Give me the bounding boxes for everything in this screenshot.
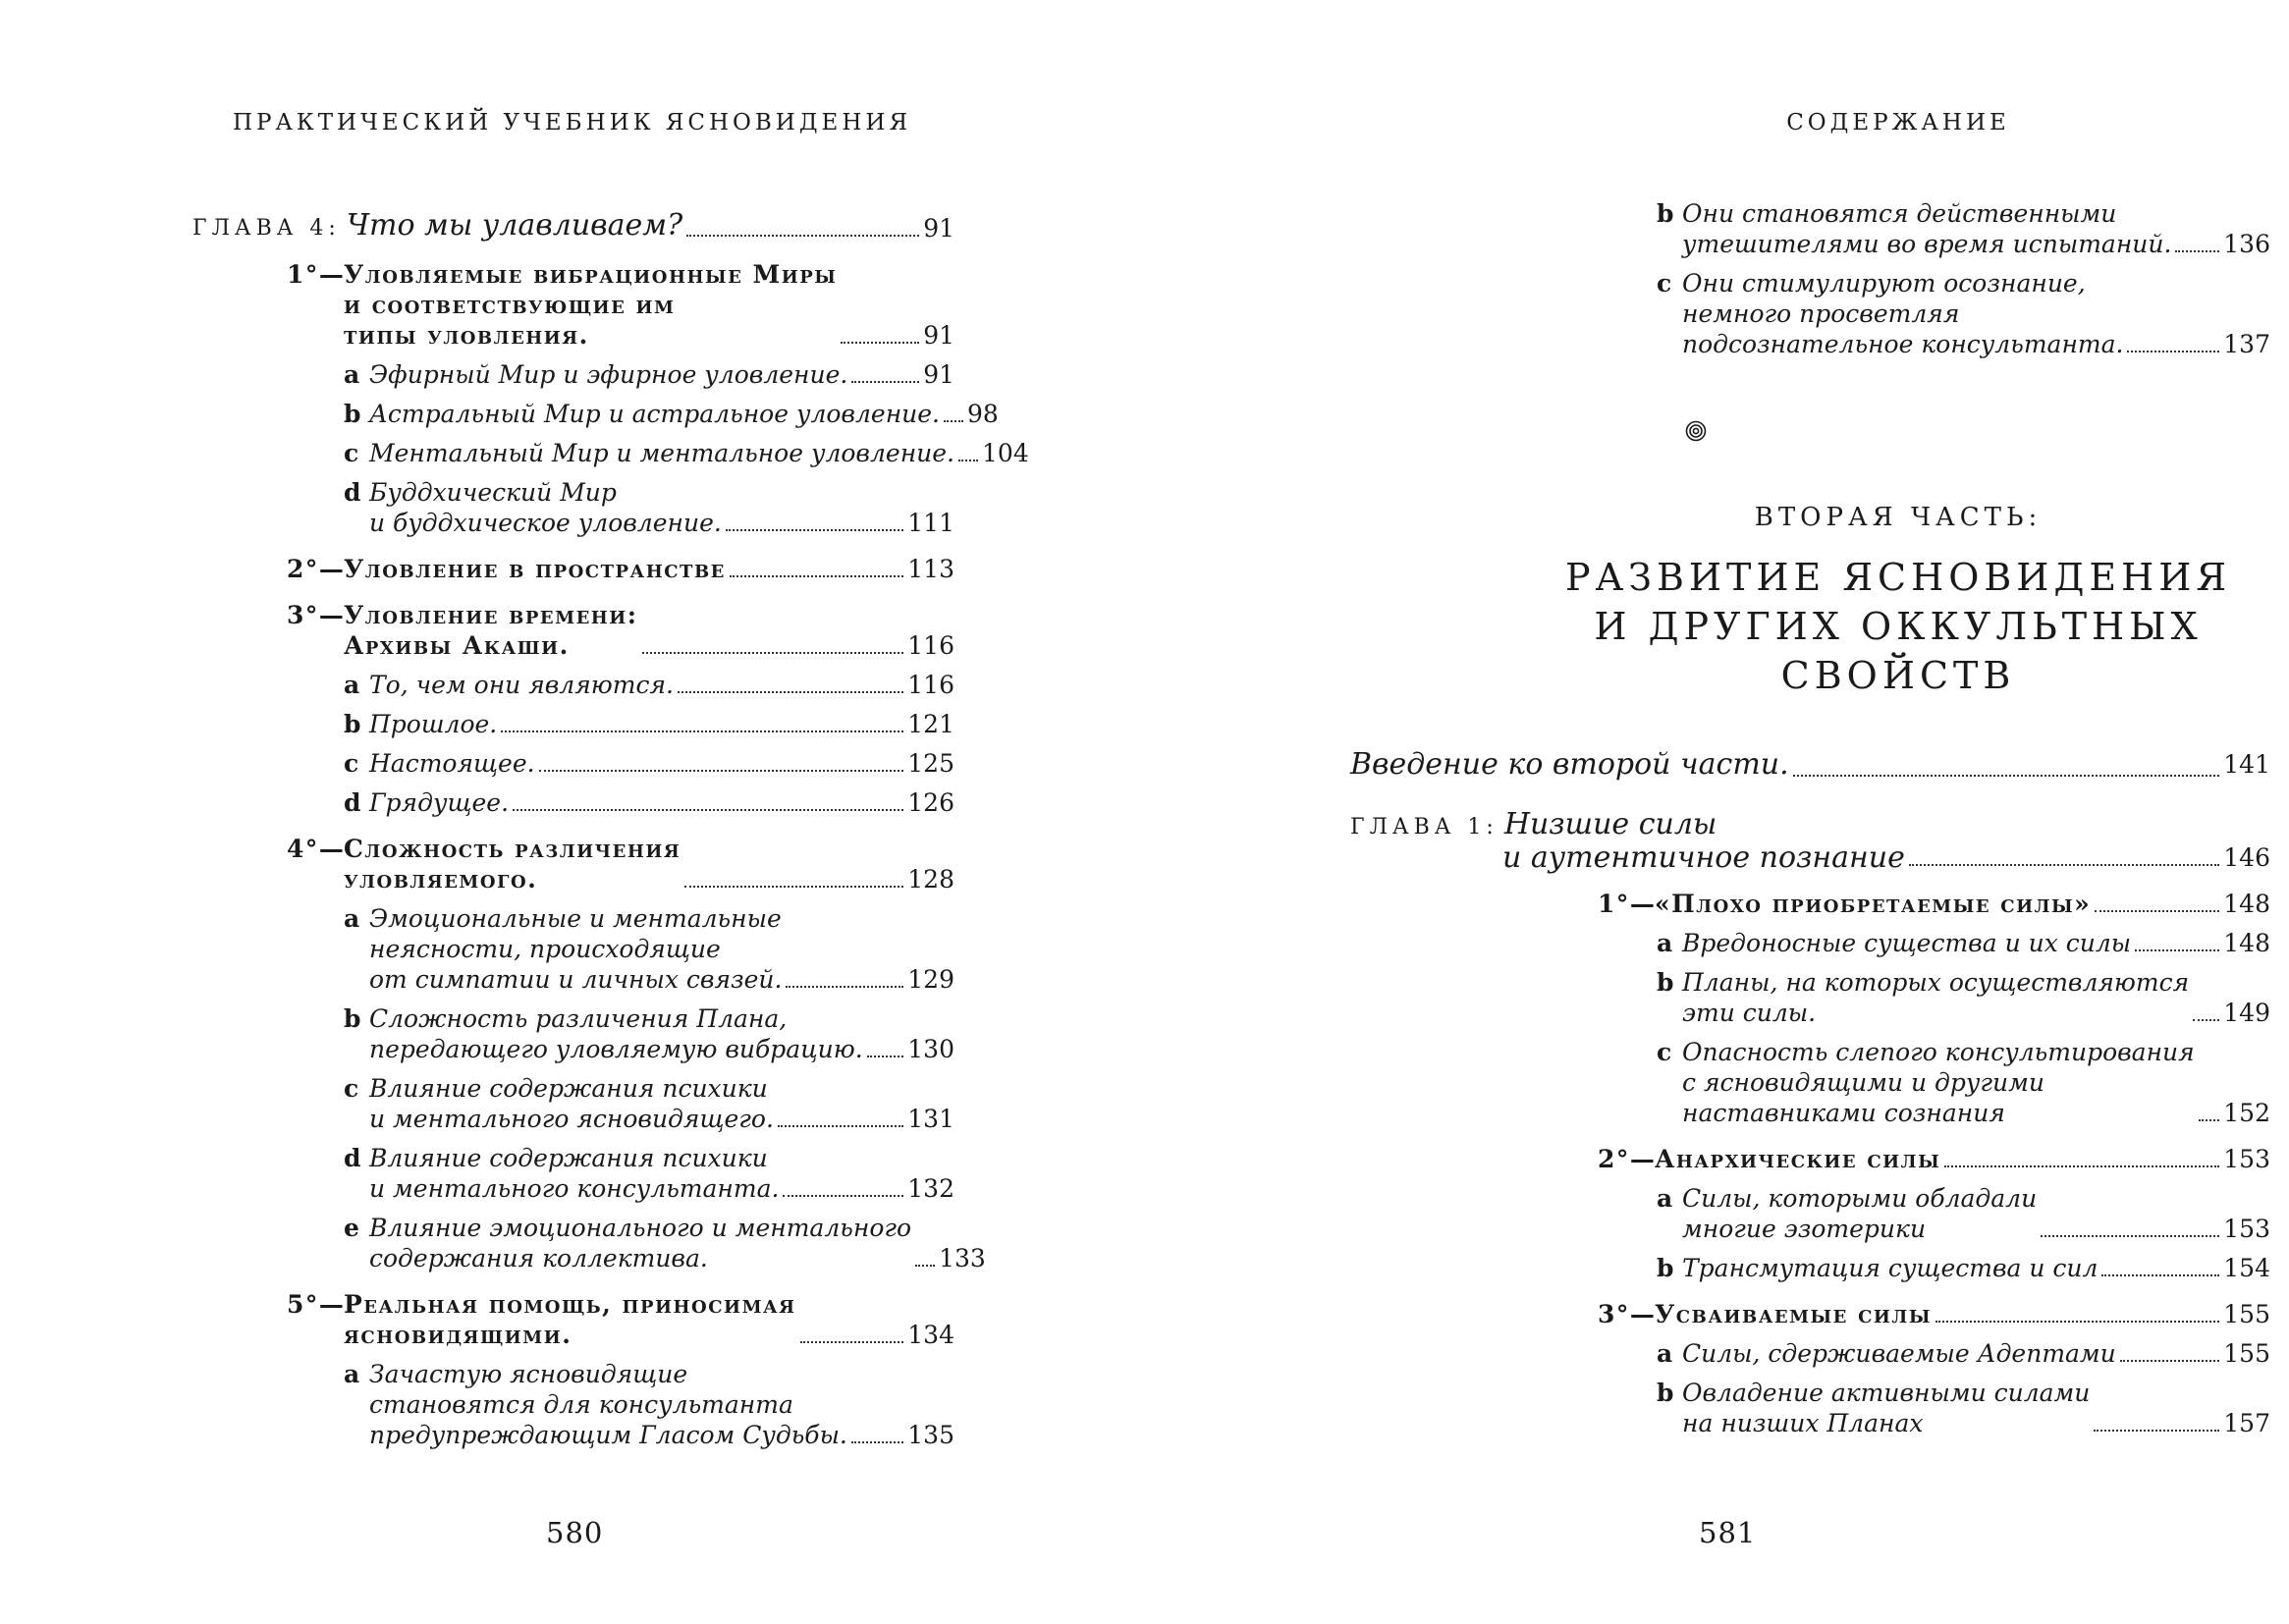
toc-subsection-entry: b Планы, на которых осуществляются эти силы. 149: [1657, 968, 2270, 1027]
toc-subsection-entry: b Астральный Мир и астральное уловление. 98: [344, 400, 999, 428]
dot-leader: [2094, 1430, 2219, 1432]
toc-subsection-entry: c Ментальный Мир и ментальное уловление. 104: [344, 439, 1029, 467]
toc-section-entry: 3°—Усваиваемые силы 155: [1598, 1300, 2270, 1328]
dot-leader: [778, 1125, 903, 1127]
dot-leader: [730, 575, 903, 577]
toc-left: [192, 208, 1029, 1450]
toc-section-entry: 2°—Анархические силы 153: [1598, 1145, 2270, 1173]
toc-subsection-entry: c Влияние содержания психики и ментального ясновидящего. 131: [344, 1074, 954, 1133]
dot-leader: [944, 420, 963, 422]
dot-leader: [2127, 351, 2219, 352]
dot-leader: [501, 731, 903, 732]
toc-subsection-entry: b Сложность различения Плана, передающего уловляемую вибрацию. 130: [344, 1004, 954, 1063]
dot-leader: [642, 652, 904, 654]
right-page: [1144, 0, 2289, 1624]
page-number: 91: [923, 214, 954, 243]
dot-leader: [915, 1265, 935, 1267]
toc-subsection-entry: d Влияние содержания психики и ментального консультанта. 132: [344, 1144, 954, 1203]
toc-chapter-entry: ГЛАВА 1: Низшие силы и аутентичное познание 146: [1350, 807, 2270, 875]
toc-subsection-entry: e Влияние эмоционального и ментального содержания коллектива. 133: [344, 1214, 986, 1272]
toc-section-entry: 1°—Уловляемые вибрационные Миры и соответствующие им типы уловления. 91: [287, 260, 954, 350]
toc-subsection-entry: a Силы, которыми обладали многие эзотерики 153: [1657, 1184, 2270, 1243]
toc-right: [1350, 746, 2270, 1438]
toc-section-entry: 4°—Сложность различения уловляемого. 128: [287, 835, 954, 893]
dot-leader: [684, 886, 903, 888]
page-folio: 580: [546, 1516, 604, 1549]
dot-leader: [539, 770, 904, 772]
dot-leader: [867, 1056, 904, 1057]
toc-subsection-entry: a Вредоносные существа и их силы 148: [1657, 929, 2270, 957]
dot-leader: [2041, 1235, 2219, 1237]
part-title: РАЗВИТИЕ ЯСНОВИДЕНИЯ И ДРУГИХ ОККУЛЬТНЫХ СВОЙСТВ: [1564, 556, 2232, 697]
dot-leader: [2199, 1119, 2220, 1121]
toc-intro-entry: Введение ко второй части. 141: [1350, 747, 2270, 782]
chapter-label: ГЛАВА 4:: [192, 216, 341, 241]
toc-chapter-entry: [192, 210, 954, 244]
toc-right-continuation: [1350, 198, 2270, 359]
toc-section-entry: 3°—Уловление времени: Архивы Акаши. 116: [287, 601, 954, 660]
dot-leader: [2101, 1274, 2219, 1276]
dot-leader: [958, 460, 978, 461]
dot-leader: [851, 381, 919, 383]
page-folio: 581: [1699, 1516, 1757, 1549]
left-page: [0, 0, 1144, 1624]
dot-leader: [513, 809, 903, 811]
dot-leader: [841, 342, 919, 344]
section-number: 1°—: [287, 260, 346, 289]
dot-leader: [2120, 1360, 2220, 1362]
chapter-title: Что мы улавливаем?: [346, 208, 683, 243]
part-label: ВТОРАЯ ЧАСТЬ:: [1754, 503, 2043, 532]
toc-subsection-entry: a Силы, сдерживаемые Адептами 155: [1657, 1339, 2270, 1368]
dot-leader: [1793, 775, 2220, 777]
dot-leader: [786, 986, 903, 988]
dot-leader: [1944, 1165, 2219, 1167]
toc-subsection-entry: a Эфирный Мир и эфирное уловление. 91: [344, 360, 954, 389]
toc-subsection-entry: d Буддхический Мир и буддхическое уловление. 111: [344, 478, 954, 537]
toc-subsection-entry: a То, чем они являются. 116: [344, 671, 954, 699]
running-head: СОДЕРЖАНИЕ: [1786, 110, 2010, 135]
toc-section-entry: 5°—Реальная помощь, приносимая ясновидящими. 134: [287, 1290, 954, 1349]
toc-subsection-entry: b Прошлое. 121: [344, 710, 954, 738]
dot-leader: [783, 1195, 903, 1197]
toc-section-entry: 2°—Уловление в пространстве 113: [287, 555, 954, 583]
toc-subsection-entry: b Овладение активными силами на низших Планах 157: [1657, 1379, 2270, 1437]
dot-leader: [726, 529, 903, 531]
dot-leader: [2175, 250, 2219, 252]
toc-section-entry: 1°—«Плохо приобретаемые силы» 148: [1598, 890, 2270, 918]
toc-subsection-entry: c Они стимулируют осознание, немного просветляя подсознательное консультанта. 137: [1657, 269, 2270, 358]
dot-leader: [2135, 949, 2219, 951]
toc-subsection-entry: a Эмоциональные и ментальные неясности, происходящие от симпатии и личных связей. 129: [344, 904, 954, 994]
toc-subsection-entry: b Трансмутация существа и сил 154: [1657, 1254, 2270, 1282]
spiral-ornament-icon: [1685, 420, 1707, 442]
dot-leader: [686, 235, 919, 237]
dot-leader: [1935, 1321, 2219, 1323]
dot-leader: [851, 1441, 903, 1443]
toc-subsection-entry: c Настоящее. 125: [344, 749, 954, 778]
dot-leader: [678, 691, 903, 693]
dot-leader: [2193, 1019, 2219, 1021]
running-head: ПРАКТИЧЕСКИЙ УЧЕБНИК ЯСНОВИДЕНИЯ: [232, 110, 912, 135]
dot-leader: [800, 1341, 904, 1343]
toc-subsection-entry: d Грядущее. 126: [344, 788, 954, 817]
dot-leader: [1909, 864, 2219, 866]
toc-subsection-entry: a Зачастую ясновидящие становятся для консультанта предупреждающим Гласом Судьбы. 135: [344, 1360, 954, 1449]
dot-leader: [2095, 910, 2219, 912]
page-number: 91: [923, 321, 954, 350]
toc-subsection-entry: c Опасность слепого консультирования с ясновидящими и другими наставниками сознания 152: [1657, 1038, 2270, 1127]
toc-subsection-entry: b Они становятся действенными утешителями во время испытаний. 136: [1657, 199, 2270, 258]
